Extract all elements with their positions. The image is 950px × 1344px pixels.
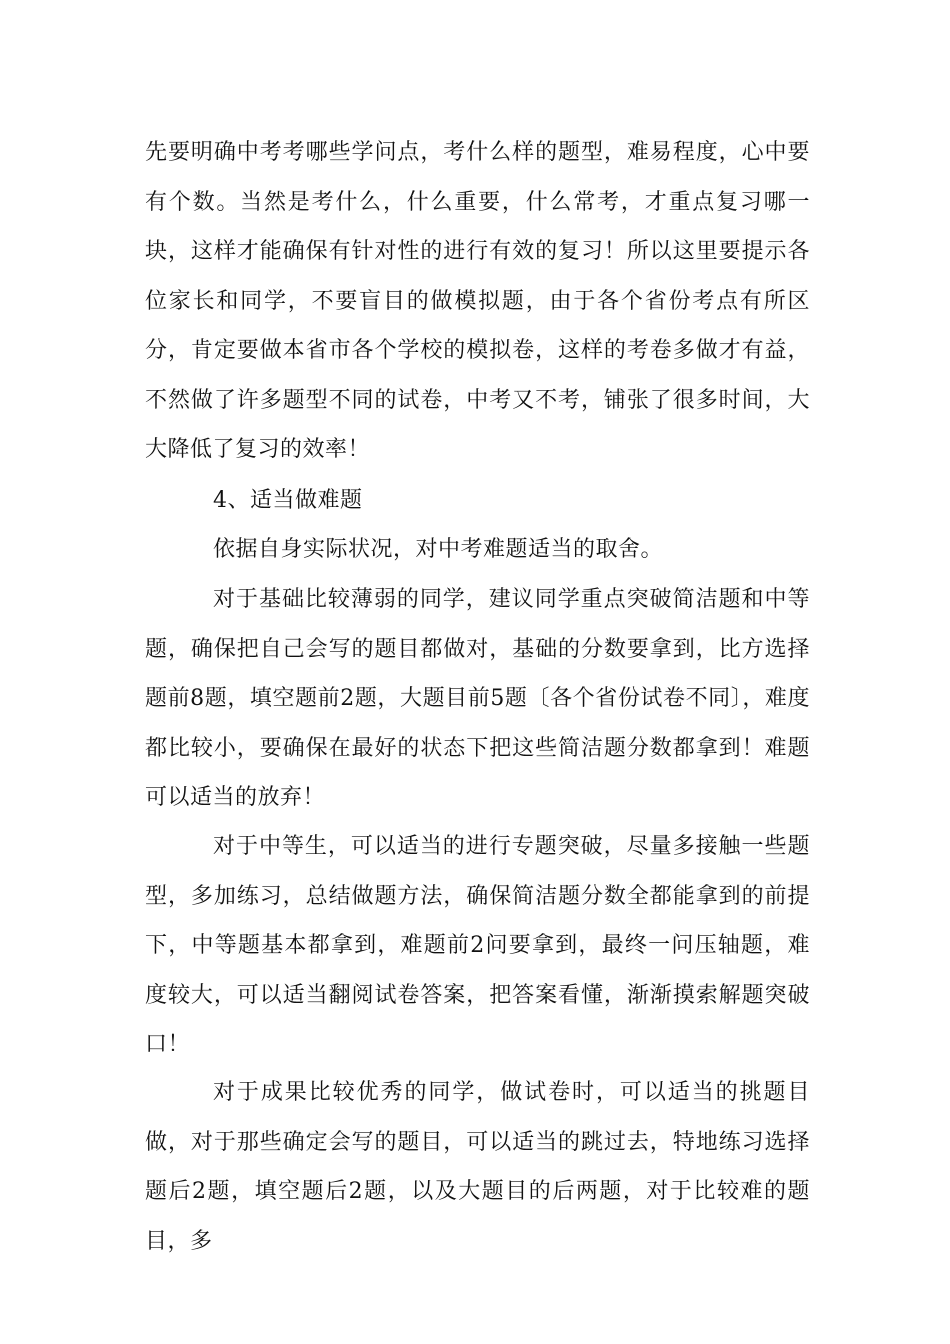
section-heading-difficult-questions: 4、适当做难题 (213, 488, 363, 513)
paragraph-average-students: 对于中等生，可以适当的进行专题突破，尽量多接触一些题型，多加练习，总结做题方法，确保简洁题分数全都能拿到的前提下，中等题基本都拿到，难题前2问要拿到，最终一问压轴题，难度较大，可以适当翻阅试卷答案，把答案看懂，渐渐摸索解题突破口！ (145, 834, 810, 1057)
paragraph-exam-points: 先要明确中考考哪些学问点，考什么样的题型，难易程度，心中要有个数。当然是考什么，什么重要，什么常考，才重点复习哪一块，这样才能确保有针对性的进行有效的复习！所以这里要提示各位家长和同学，不要盲目的做模拟题，由于各个省份考点有所区分，肯定要做本省市各个学校的模拟卷，这样的考卷多做才有益，不然做了许多题型不同的试卷，中考又不考，铺张了很多时间，大大降低了复习的效率！ (145, 140, 810, 462)
paragraph-excellent-students: 对于成果比较优秀的同学，做试卷时，可以适当的挑题目做，对于那些确定会写的题目，可以适当的跳过去，特地练习选择题后2题，填空题后2题，以及大题目的后两题，对于比较难的题目，多 (145, 1080, 810, 1254)
paragraph-weak-students: 对于基础比较薄弱的同学，建议同学重点突破简洁题和中等题，确保把自己会写的题目都做对，基础的分数要拿到，比方选择题前8题，填空题前2题，大题目前5题〔各个省份试卷不同〕，难度都比较小，要确保在最好的状态下把这些简洁题分数都拿到！难题可以适当的放弃！ (145, 587, 810, 810)
paragraph-choose-difficult: 依据自身实际状况，对中考难题适当的取舍。 (213, 537, 664, 562)
